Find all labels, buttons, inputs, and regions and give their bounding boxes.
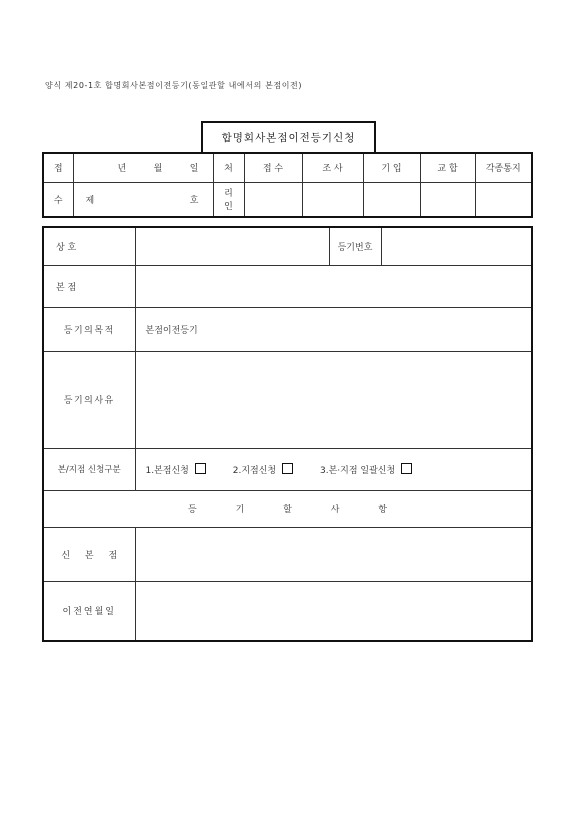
company-name-label <box>43 227 135 265</box>
month-label: 월 <box>153 164 163 175</box>
option-head-office[interactable] <box>146 463 206 476</box>
head-office-field[interactable] <box>135 265 532 307</box>
number-prefix: 제 <box>85 195 95 206</box>
company-name-label-text: 상 호 <box>56 242 77 253</box>
receipt-label-bottom: 수 <box>43 182 73 217</box>
section-header <box>43 490 532 527</box>
year-label: 년 <box>117 164 127 175</box>
option-both[interactable] <box>320 463 412 476</box>
option-head-office-label: 1.본점신청 <box>145 465 189 476</box>
reg-number-field[interactable] <box>381 227 532 265</box>
section-header-text: 등 기 할 사 항 <box>188 505 387 515</box>
processor-label-end: 인 <box>224 202 233 213</box>
col-collation: 교 합 <box>420 153 475 182</box>
receipt-date-cell[interactable] <box>73 153 213 182</box>
main-form-table <box>42 226 533 642</box>
processor-label-mid: 리 <box>224 189 233 200</box>
stamp-entry[interactable] <box>363 182 420 217</box>
cause-label: 등기의사유 <box>43 351 135 448</box>
option-branch-label: 2.지점신청 <box>232 465 277 476</box>
company-name-field[interactable] <box>135 227 329 265</box>
receipt-label-top: 접 <box>43 153 73 182</box>
purpose-label: 등기의목적 <box>43 307 135 351</box>
checkbox-head-office[interactable] <box>195 463 206 474</box>
stamp-inspection[interactable] <box>302 182 363 217</box>
stamp-collation[interactable] <box>420 182 475 217</box>
reg-number-label: 등기번호 <box>329 227 381 265</box>
processor-label-top: 처 <box>213 153 244 182</box>
cause-field[interactable] <box>135 351 532 448</box>
branch-type-options <box>135 448 532 490</box>
col-receipt: 접 수 <box>244 153 302 182</box>
head-office-label-text: 본 점 <box>56 282 77 293</box>
move-date-label: 이전연월일 <box>43 581 135 641</box>
processor-label-bottom <box>213 182 244 217</box>
col-inspection: 조 사 <box>302 153 363 182</box>
receipt-number-cell[interactable] <box>73 182 213 217</box>
checkbox-branch[interactable] <box>282 463 293 474</box>
new-office-label: 신 본 점 <box>43 527 135 581</box>
option-branch[interactable] <box>233 463 293 476</box>
stamp-receipt[interactable] <box>244 182 302 217</box>
purpose-field[interactable]: 본점이전등기 <box>135 307 532 351</box>
branch-type-label: 본/지점 신청구분 <box>43 448 135 490</box>
new-office-field[interactable] <box>135 527 532 581</box>
form-title: 합명회사본점이전등기신청 <box>201 121 376 152</box>
day-label: 일 <box>189 164 199 175</box>
stamp-notification[interactable] <box>475 182 532 217</box>
number-suffix: 호 <box>189 195 199 206</box>
head-office-label <box>43 265 135 307</box>
receipt-table <box>42 152 533 218</box>
form-code: 양식 제20-1호 합명회사본점이전등기(동일관할 내에서의 본점이전) <box>45 81 303 90</box>
checkbox-both[interactable] <box>401 463 412 474</box>
col-entry: 기 입 <box>363 153 420 182</box>
col-notification: 각종통지 <box>475 153 532 182</box>
move-date-field[interactable] <box>135 581 532 641</box>
option-both-label: 3.본·지점 일괄신청 <box>320 465 396 476</box>
